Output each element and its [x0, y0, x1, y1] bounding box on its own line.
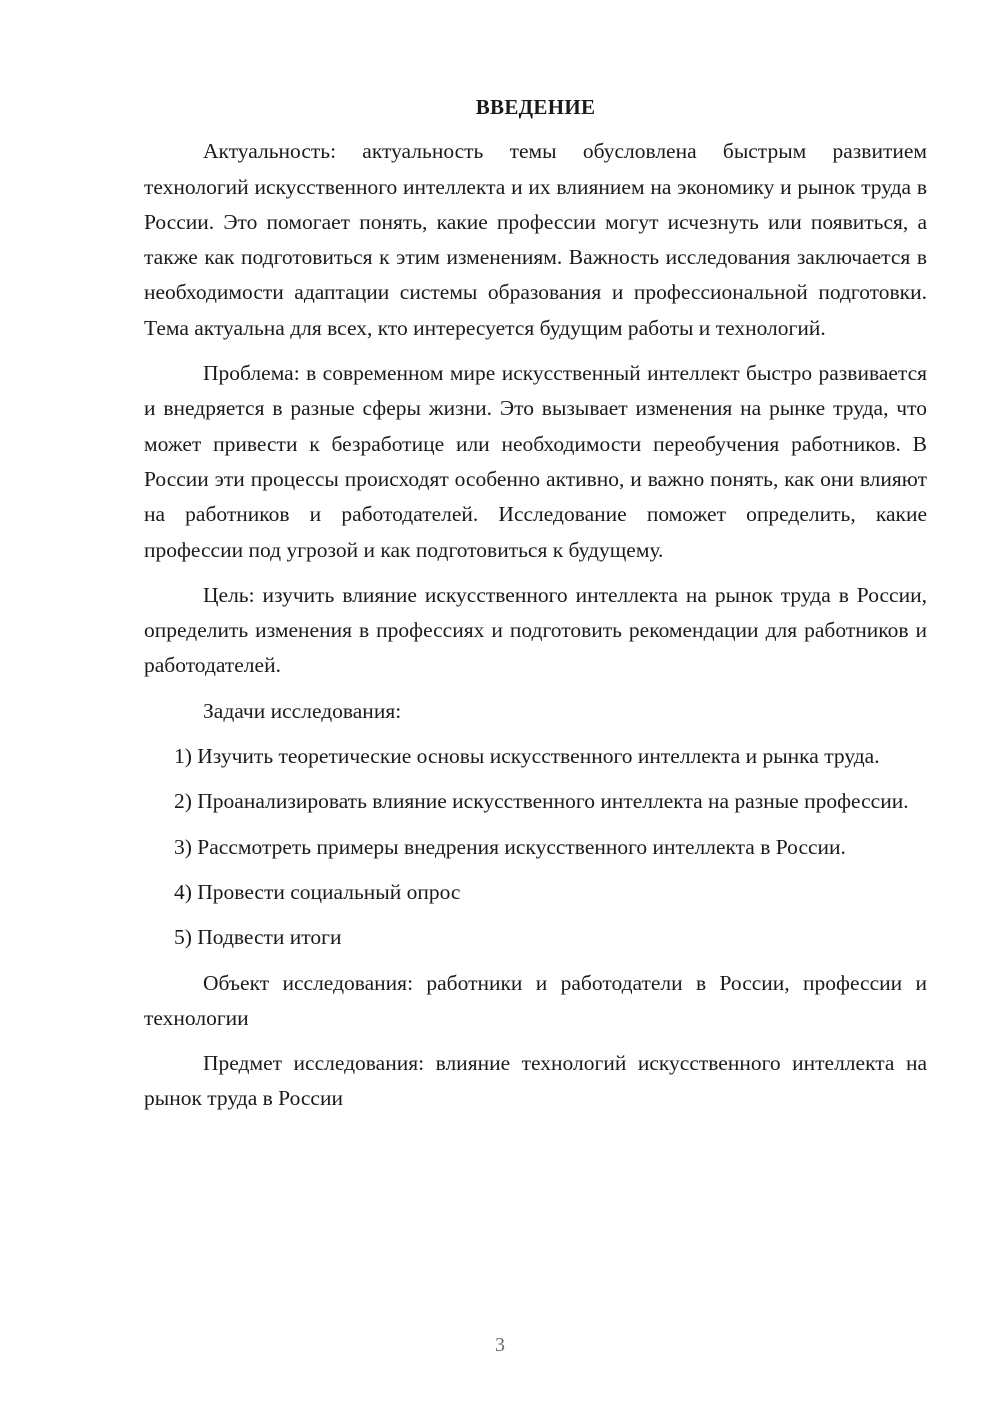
page-number: 3: [495, 1334, 505, 1356]
paragraph-goal: Цель: изучить влияние искусственного интеллекта на рынок труда в России, определить изменения в профессиях и подготовить рекомендации для работников и работодателей.: [144, 582, 927, 678]
paragraph-object: Объект исследования: работники и работодатели в России, профессии и технологии: [144, 970, 927, 1030]
tasks-heading: Задачи исследования:: [203, 698, 402, 723]
task-item-3: 3) Рассмотреть примеры внедрения искусственного интеллекта в России.: [174, 834, 846, 859]
task-item-4: 4) Провести социальный опрос: [174, 879, 461, 904]
paragraph-problem: Проблема: в современном мире искусственный интеллект быстро развивается и внедряется в разные сферы жизни. Это вызывает изменения на рынке труда, что может привести к безработице или необходимости переобучения работников. В России эти процессы происходят особенно активно, и важно понять, как они влияют на работников и работодателей. Исследование поможет определить, какие профессии под угрозой и как подготовиться к будущему.: [144, 361, 927, 562]
paragraph-subject: Предмет исследования: влияние технологий искусственного интеллекта на рынок труда в России: [144, 1051, 927, 1111]
document-page: [144, 90, 927, 1127]
task-item-1: 1) Изучить теоретические основы искусственного интеллекта и рынка труда.: [174, 744, 880, 769]
task-item-5: 5) Подвести итоги: [174, 925, 342, 950]
paragraph-relevance: Актуальность: актуальность темы обусловлена быстрым развитием технологий искусственного интеллекта и их влиянием на экономику и рынок труда в России. Это помогает понять, какие профессии могут исчезнуть или появиться, а также как подготовиться к этим изменениям. Важность исследования заключается в необходимости адаптации системы образования и профессиональной подготовки. Тема актуальна для всех, кто интересуется будущим работы и технологий.: [144, 139, 927, 340]
section-heading: ВВЕДЕНИЕ: [475, 95, 596, 119]
task-item-2: 2) Проанализировать влияние искусственного интеллекта на разные профессии.: [174, 789, 909, 814]
